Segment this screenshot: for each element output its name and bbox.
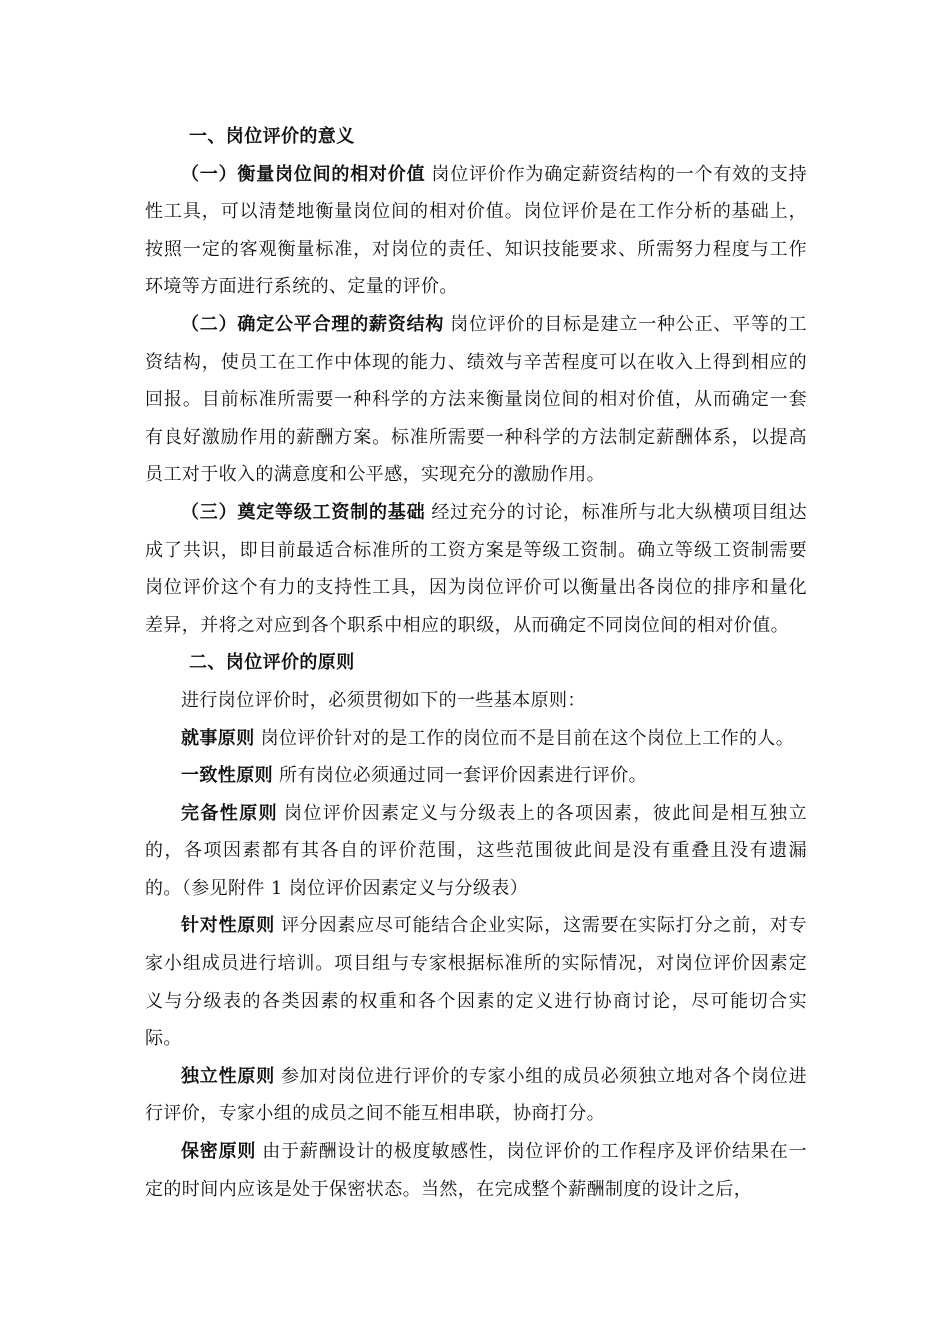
principle-text: 岗位评价因素定义与分级表上的各项因素，彼此间是相互独立的，各项因素都有其各自的评价范围，这些范围彼此间是没有重叠且没有遗漏的。（参见附件 1 岗位评价因素定义与分级表） xyxy=(145,802,807,899)
principle-paragraph xyxy=(145,757,807,795)
principle-paragraph xyxy=(145,907,807,1057)
paragraph-text: 经过充分的讨论，标准所与北大纵横项目组达成了共识，即目前最适合标准所的工资方案是等级工资制。确立等级工资制需要岗位评价这个有力的支持性工具，因为岗位评价可以衡量出各岗位的排序和量化差异，并将之对应到各个职系中相应的职级，从而确定不同岗位间的相对价值。 xyxy=(145,501,808,636)
section-heading-significance: 一、岗位评价的意义 xyxy=(189,126,355,147)
principle-lead: 就事原则 xyxy=(181,727,255,749)
principle-text: 所有岗位必须通过同一套评价因素进行评价。 xyxy=(279,765,647,787)
principles-intro: 进行岗位评价时，必须贯彻如下的一些基本原则： xyxy=(181,689,586,711)
paragraph-relative-value xyxy=(145,156,807,306)
principle-paragraph xyxy=(145,1058,807,1133)
paragraph-salary-structure xyxy=(145,306,807,494)
principle-text: 评分因素应尽可能结合企业实际，这需要在实际打分之前，对专家小组成员进行培训。项目组与专家根据标准所的实际情况，对岗位评价因素定义与分级表的各类因素的权重和各个因素的定义进行协商讨论，尽可能切合实际。 xyxy=(145,915,807,1050)
paragraph-grade-wage xyxy=(145,494,807,644)
paragraph-lead: （一）衡量岗位间的相对价值 xyxy=(181,163,426,185)
principle-text: 岗位评价针对的是工作的岗位而不是目前在这个岗位上工作的人。 xyxy=(260,727,795,749)
paragraph-text: 岗位评价的目标是建立一种公正、平等的工资结构，使员工在工作中体现的能力、绩效与辛苦程度可以在收入上得到相应的回报。目前标准所需要一种科学的方法来衡量岗位间的相对价值，从而确定一套有良好激励作用的薪酬方案。标准所需要一种科学的方法制定薪酬体系，以提高员工对于收入的满意度和公平感，实现充分的激励作用。 xyxy=(145,313,807,486)
principle-lead: 独立性原则 xyxy=(181,1065,275,1087)
paragraph-text: 岗位评价作为确定薪资结构的一个有效的支持性工具，可以清楚地衡量岗位间的相对价值。岗位评价是在工作分析的基础上，按照一定的客观衡量标准，对岗位的责任、知识技能要求、所需努力程度与工作环境等方面进行系统的、定量的评价。 xyxy=(145,163,808,298)
principle-lead: 保密原则 xyxy=(181,1141,257,1163)
principle-paragraph xyxy=(145,720,807,758)
principle-lead: 针对性原则 xyxy=(181,915,275,937)
paragraph-lead: （三）奠定等级工资制的基础 xyxy=(181,501,426,523)
principle-text: 由于薪酬设计的极度敏感性，岗位评价的工作程序及评价结果在一定的时间内应该是处于保密状态。当然，在完成整个薪酬制度的设计之后， xyxy=(145,1141,807,1200)
principle-lead: 完备性原则 xyxy=(181,802,279,824)
principle-paragraph xyxy=(145,795,807,908)
section-heading-principles: 二、岗位评价的原则 xyxy=(189,652,355,674)
principle-lead: 一致性原则 xyxy=(181,765,273,787)
principle-paragraph xyxy=(145,1133,807,1208)
document-page xyxy=(145,118,807,1208)
principle-text: 参加对岗位进行评价的专家小组的成员必须独立地对各个岗位进行评价，专家小组的成员之间不能互相串联，协商打分。 xyxy=(145,1065,807,1125)
paragraph-lead: （二）确定公平合理的薪资结构 xyxy=(181,313,445,335)
